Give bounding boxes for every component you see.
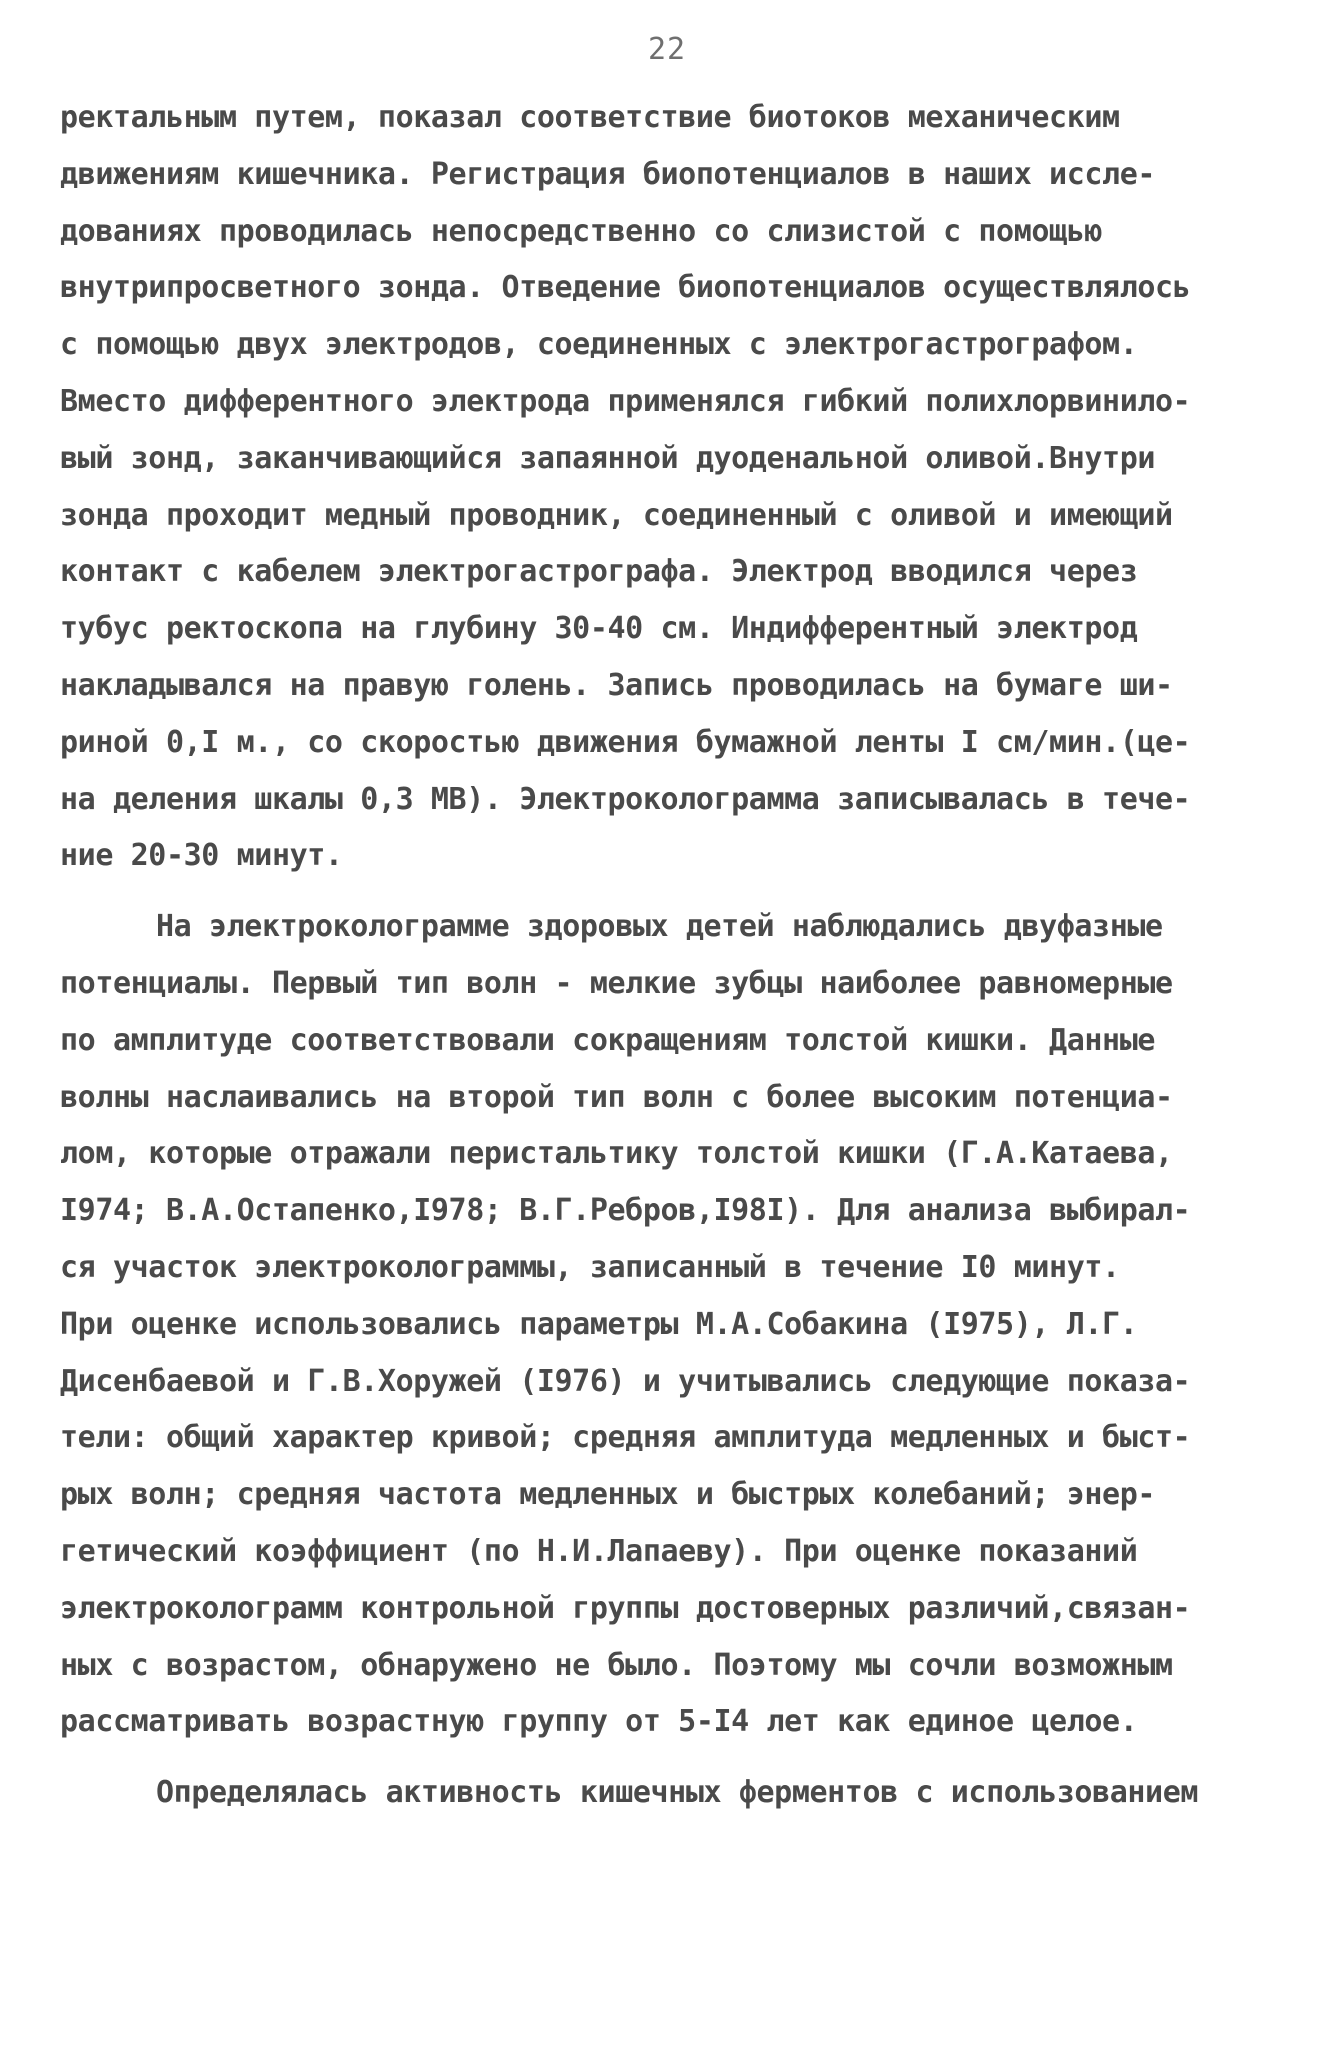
text-line: с помощью двух электродов, соединенных с электрогастрографом. <box>60 327 1138 363</box>
text-line: На электроколограмме здоровых детей наблюдались двуфазные <box>156 909 1163 945</box>
text-line: движениям кишечника. Регистрация биопотенциалов в наших иссле- <box>60 156 1156 192</box>
text-line: ных с возрастом, обнаружено не было. Поэтому мы сочли возможным <box>60 1647 1173 1683</box>
text-line: При оценке использовались параметры М.А.Собакина (I975), Л.Г. <box>60 1306 1138 1342</box>
text-line: электроколограмм контрольной группы достоверных различий,связан- <box>60 1590 1191 1626</box>
text-line: вый зонд, заканчивающийся запаянной дуоденальной оливой.Внутри <box>60 440 1156 476</box>
text-line: контакт с кабелем электрогастрографа. Электрод вводился через <box>60 554 1138 590</box>
text-line: рассматривать возрастную группу от 5-I4 лет как единое целое. <box>60 1704 1138 1740</box>
text-line: тели: общий характер кривой; средняя амплитуда медленных и быст- <box>60 1420 1191 1456</box>
text-line: Дисенбаевой и Г.В.Хоружей (I976) и учитывались следующие показа- <box>60 1363 1191 1399</box>
text-line: волны наслаивались на второй тип волн с более высоким потенциа- <box>60 1079 1173 1115</box>
text-line: дованиях проводилась непосредственно со слизистой с помощью <box>60 213 1103 249</box>
paragraph-gap <box>60 1751 1290 1765</box>
text-line: потенциалы. Первый тип волн - мелкие зубцы наиболее равномерные <box>60 965 1173 1001</box>
text-line: зонда проходит медный проводник, соединенный с оливой и имеющий <box>60 497 1173 533</box>
text-line: лом, которые отражали перистальтику толстой кишки (Г.А.Катаева, <box>60 1136 1173 1172</box>
text-line: по амплитуде соответствовали сокращениям толстой кишки. Данные <box>60 1022 1156 1058</box>
text-line: ся участок электроколограммы, записанный в течение I0 минут. <box>60 1249 1120 1285</box>
text-line: риной 0,I м., со скоростью движения бумажной ленты I см/мин.(це- <box>60 724 1191 760</box>
text-line: гетический коэффициент (по Н.И.Лапаеву). При оценке показаний <box>60 1533 1138 1569</box>
paragraph-2 <box>60 899 1290 1751</box>
body-text <box>60 90 1290 1822</box>
text-line: Вместо дифферентного электрода применялся гибкий полихлорвинило- <box>60 383 1191 419</box>
text-line: рых волн; средняя частота медленных и быстрых колебаний; энер- <box>60 1477 1156 1513</box>
text-line: ректальным путем, показал соответствие биотоков механическим <box>60 100 1120 135</box>
text-line: ние 20-30 минут. <box>60 838 343 874</box>
text-line: I974; В.А.Остапенко,I978; В.Г.Ребров,I98I). Для анализа выбирал- <box>60 1193 1191 1229</box>
paragraph-3 <box>60 1765 1290 1822</box>
text-line: накладывался на правую голень. Запись проводилась на бумаге ши- <box>60 667 1173 703</box>
text-line: на деления шкалы 0,3 МВ). Электроколограмма записывалась в тече- <box>60 781 1191 817</box>
text-line: тубус ректоскопа на глубину 30-40 см. Индифферентный электрод <box>60 611 1138 647</box>
text-line: Определялась активность кишечных ферментов с использованием <box>156 1775 1199 1811</box>
paragraph-gap <box>60 885 1290 899</box>
paragraph-1 <box>60 90 1290 885</box>
text-line: внутрипросветного зонда. Отведение биопотенциалов осуществлялось <box>60 270 1191 306</box>
page-number: 22 <box>647 32 687 67</box>
